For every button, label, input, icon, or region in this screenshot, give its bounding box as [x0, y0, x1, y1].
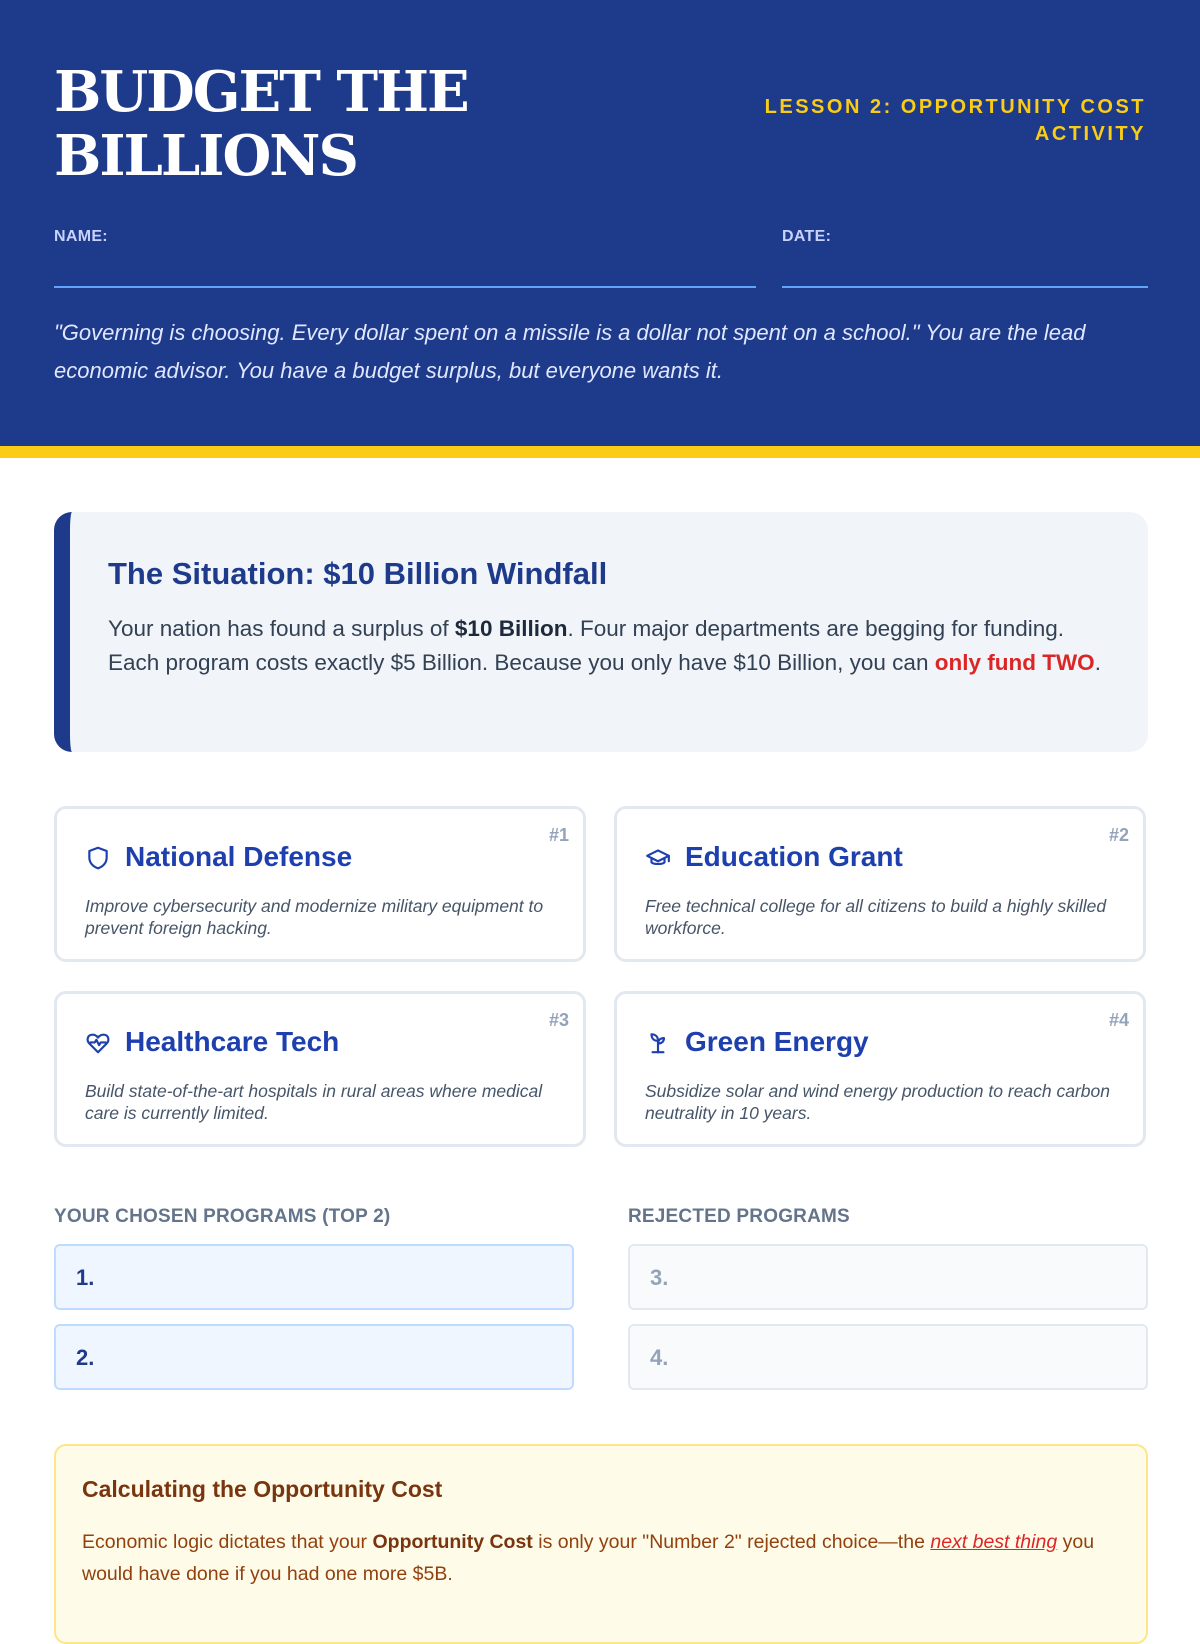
rejected-programs-title: REJECTED PROGRAMS	[628, 1206, 850, 1227]
program-description: Improve cybersecurity and modernize military equipment to prevent foreign hacking.	[85, 896, 544, 938]
opportunity-cost-term: Opportunity Cost	[372, 1531, 533, 1553]
situation-warning: only fund TWO	[934, 650, 1095, 675]
situation-box	[54, 512, 1148, 752]
program-card-defense[interactable]	[54, 806, 586, 962]
shield-icon	[85, 845, 111, 871]
opportunity-cost-text	[82, 1526, 1112, 1590]
situation-text-part: .	[1094, 650, 1101, 675]
program-description: Free technical college for all citizens to build a highly skilled workforce.	[645, 896, 1107, 938]
graduation-cap-icon	[645, 845, 671, 871]
program-title: Education Grant	[685, 841, 903, 872]
lesson-line-1: LESSON 2: OPPORTUNITY COST	[764, 96, 1146, 118]
program-title: Healthcare Tech	[125, 1026, 340, 1057]
opportunity-cost-text-part: you would have done if you had one more $5B.	[82, 1531, 1095, 1585]
chosen-slot-2[interactable]: 2.	[54, 1324, 574, 1390]
program-card-healthcare[interactable]	[54, 991, 586, 1147]
sprout-icon	[645, 1030, 671, 1056]
header-banner	[0, 0, 1200, 446]
program-card-education[interactable]	[614, 806, 1146, 962]
name-field[interactable]	[54, 286, 756, 288]
program-card-green-energy[interactable]	[614, 991, 1146, 1147]
program-number: #2	[1108, 825, 1129, 845]
header-accent-stripe	[0, 446, 1200, 458]
rejected-slot-4[interactable]: 4.	[628, 1324, 1148, 1390]
page-title	[54, 60, 494, 188]
title-line-2: BILLIONS	[54, 123, 357, 189]
situation-amount: $10 Billion	[454, 616, 568, 641]
heart-pulse-icon	[85, 1030, 111, 1056]
next-best-thing-highlight: next best thing	[930, 1531, 1058, 1553]
situation-text-part: . Four major departments are begging for funding. Each program costs exactly $5 Billion. Because you only have $10 Billion, you can	[108, 616, 1064, 675]
situation-text-part: Your nation has found a surplus of	[108, 616, 455, 641]
opportunity-cost-heading: Calculating the Opportunity Cost	[82, 1476, 443, 1502]
lesson-label	[726, 94, 1146, 148]
date-field[interactable]	[782, 286, 1148, 288]
program-description: Build state-of-the-art hospitals in rural areas where medical care is currently limited.	[85, 1081, 543, 1123]
program-number: #4	[1108, 1010, 1129, 1030]
situation-heading: The Situation: $10 Billion Windfall	[108, 556, 608, 591]
opportunity-cost-text-part: is only your "Number 2" rejected choice—the	[532, 1531, 931, 1553]
intro-quote: "Governing is choosing. Every dollar spent on a missile is a dollar not spent on a school." You are the lead economic advisor. You have a budget surplus, but everyone wants it.	[54, 320, 1086, 383]
program-number: #3	[548, 1010, 569, 1030]
program-number: #1	[548, 825, 569, 845]
title-line-1: BUDGET THE	[54, 59, 468, 125]
lesson-line-2: ACTIVITY	[1034, 123, 1146, 145]
chosen-programs-title: YOUR CHOSEN PROGRAMS (TOP 2)	[54, 1206, 391, 1227]
chosen-slot-1[interactable]: 1.	[54, 1244, 574, 1310]
program-description: Subsidize solar and wind energy production to reach carbon neutrality in 10 years.	[645, 1081, 1111, 1123]
opportunity-cost-text-part: Economic logic dictates that your	[82, 1531, 373, 1553]
name-label: NAME:	[54, 228, 108, 245]
rejected-slot-3[interactable]: 3.	[628, 1244, 1148, 1310]
opportunity-cost-box	[54, 1444, 1148, 1644]
situation-text	[108, 612, 1118, 680]
program-title: Green Energy	[685, 1026, 869, 1057]
date-label: DATE:	[782, 228, 832, 245]
program-title: National Defense	[125, 841, 353, 872]
